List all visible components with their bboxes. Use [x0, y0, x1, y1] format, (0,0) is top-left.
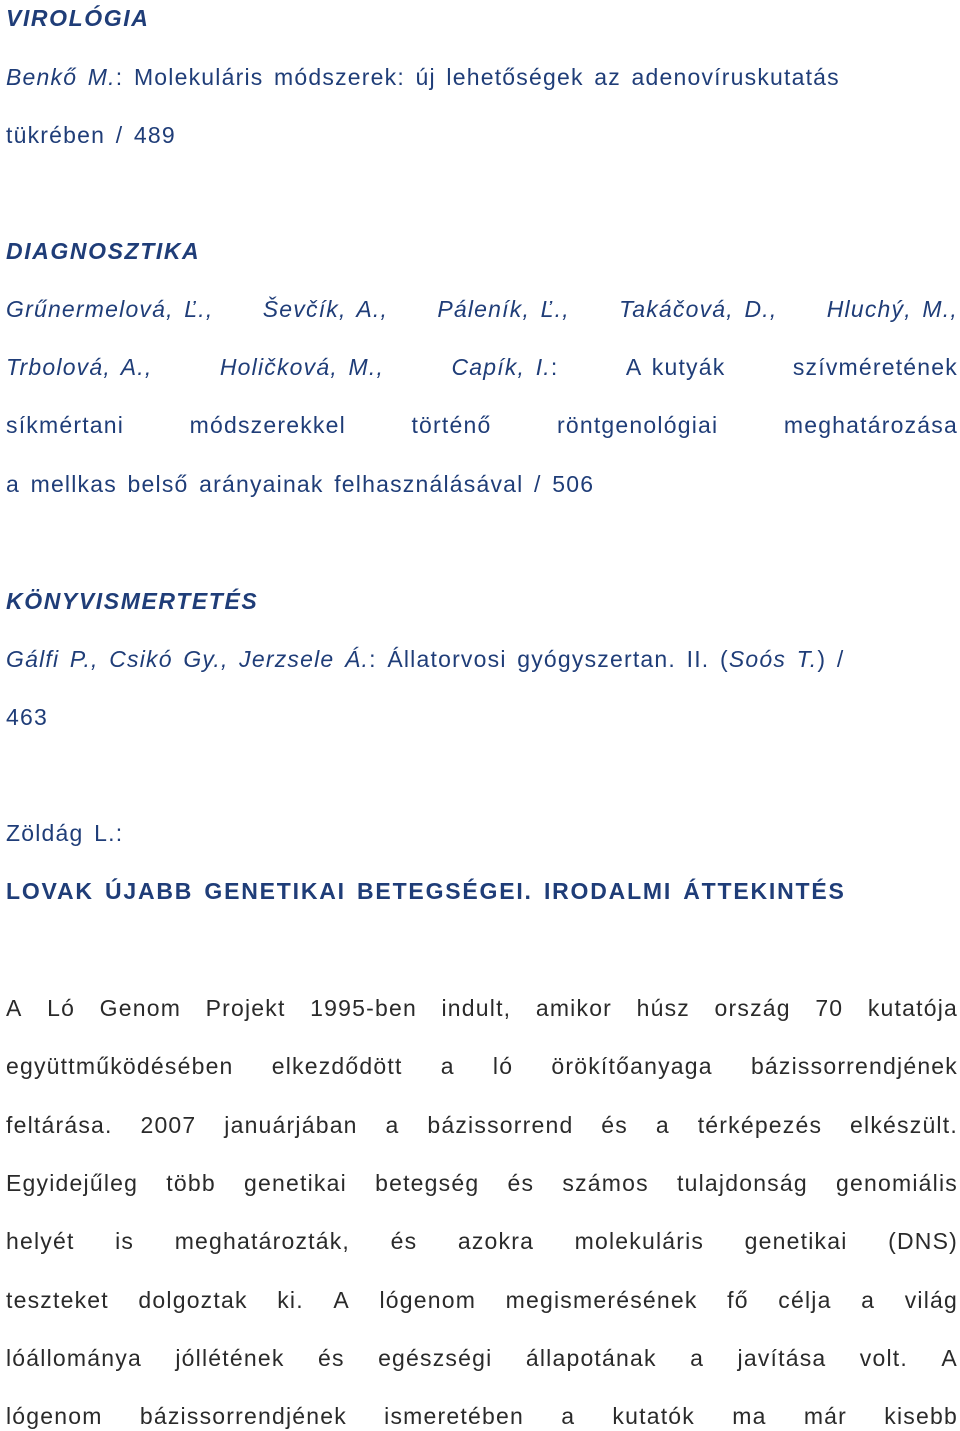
paragraph-word: Ló — [47, 995, 76, 1021]
book-review-line-1 — [6, 644, 958, 674]
paragraph-word: (DNS) — [888, 1228, 958, 1254]
article-author: Zöldág L.: — [6, 820, 124, 846]
paragraph-word: elkezdődött — [271, 1053, 403, 1079]
paragraph-word: 2007 — [140, 1112, 197, 1138]
paragraph-word: molekuláris — [574, 1228, 705, 1254]
paragraph-word: egészségi — [378, 1345, 493, 1371]
virologia-title-line-2: tükrében / 489 — [6, 122, 176, 148]
title-word: módszerekkel — [189, 412, 346, 438]
paragraph-line — [6, 1401, 958, 1431]
paragraph-word: fő — [727, 1287, 749, 1313]
paragraph-word: már — [803, 1403, 848, 1429]
paragraph-word: A — [333, 1287, 350, 1313]
paragraph-word: januárjában — [224, 1112, 358, 1138]
paragraph-word: genetikai — [244, 1170, 347, 1196]
paragraph-word: ismeretében — [384, 1403, 524, 1429]
diagnosztika-title-line-2 — [6, 410, 958, 440]
paragraph-line — [6, 1110, 958, 1140]
section-heading-virologia: VIROLÓGIA — [6, 5, 150, 31]
paragraph-line — [6, 1051, 958, 1081]
paragraph-line — [6, 1226, 958, 1256]
paragraph-word: genetikai — [744, 1228, 848, 1254]
virologia-colon: : — [115, 64, 124, 90]
book-review-page: 463 — [6, 704, 48, 730]
paragraph-word: a — [561, 1403, 576, 1429]
paragraph-word: volt. — [859, 1345, 908, 1371]
paragraph-word: a — [440, 1053, 455, 1079]
author-name: Trbolová, A., — [6, 354, 153, 380]
article-title — [6, 876, 958, 906]
paragraph-line — [6, 1168, 958, 1198]
paragraph-word: a — [861, 1287, 876, 1313]
paragraph-word: kutatója — [867, 995, 958, 1021]
virologia-title-line-1: Molekuláris módszerek: új lehetőségek az adenovíruskutatás — [123, 64, 840, 90]
paragraph-word: bázissorrendjének — [139, 1403, 347, 1429]
paragraph-word: kutatók — [612, 1403, 695, 1429]
author-name: Capík, I. — [451, 354, 551, 380]
paragraph-word: feltárása. — [6, 1112, 113, 1138]
paragraph-word: javítása — [737, 1345, 827, 1371]
paragraph-word: húsz — [636, 995, 690, 1021]
paragraph-word: A — [6, 995, 23, 1021]
author-name: Takáčová, D., — [619, 296, 778, 322]
paragraph-word: teszteket — [6, 1287, 109, 1313]
paragraph-word: tulajdonság — [677, 1170, 808, 1196]
paragraph-word: lógenom — [379, 1287, 477, 1313]
article-title-main: LOVAK ÚJABB GENETIKAI BETEGSÉGEI. — [6, 878, 533, 904]
author-name-with-colon — [451, 352, 558, 382]
paragraph-word: a — [655, 1112, 670, 1138]
paragraph-word: 1995-ben — [310, 995, 417, 1021]
author-name: Holičková, M., — [219, 354, 385, 380]
paragraph-line — [6, 993, 958, 1023]
book-authors: Gálfi P., Csikó Gy., Jerzsele Á. — [6, 646, 370, 672]
paragraph-word: lóállománya — [6, 1345, 142, 1371]
paragraph-word: ló — [492, 1053, 514, 1079]
paragraph-word: ki. — [277, 1287, 304, 1313]
paragraph-word: ma — [732, 1403, 767, 1429]
paragraph-word: számos — [562, 1170, 649, 1196]
paragraph-line — [6, 1343, 958, 1373]
paragraph-word: a — [690, 1345, 705, 1371]
paragraph-word: és — [507, 1170, 535, 1196]
paragraph-word: és — [390, 1228, 418, 1254]
title-word: síkmértani — [6, 412, 125, 438]
title-word: röntgenológiai — [557, 412, 719, 438]
paragraph-word: és — [601, 1112, 628, 1138]
title-word: történő — [411, 412, 492, 438]
paragraph-word: 70 — [815, 995, 844, 1021]
paragraph-word: meghatározták, — [174, 1228, 351, 1254]
paragraph-word: Egyidejűleg — [6, 1170, 139, 1196]
paragraph-word: azokra — [457, 1228, 535, 1254]
book-title: : Állatorvosi gyógyszertan. II. ( — [369, 646, 729, 672]
diagnosztika-authors-line-1 — [6, 294, 958, 324]
paragraph-word: is — [115, 1228, 135, 1254]
article-title-sub: IRODALMI ÁTTEKINTÉS — [543, 878, 846, 904]
paragraph-word: állapotának — [525, 1345, 657, 1371]
paragraph-word: A — [941, 1345, 958, 1371]
paragraph-word: örökítőanyaga — [551, 1053, 713, 1079]
author-name: Grűnermelová, Ľ., — [6, 296, 214, 322]
paragraph-word: térképezés — [697, 1112, 823, 1138]
paragraph-word: bázissorrend — [427, 1112, 574, 1138]
book-after-editor: ) / — [817, 646, 845, 672]
paragraph-word: genomiális — [836, 1170, 958, 1196]
paragraph-word: Projekt — [205, 995, 286, 1021]
virologia-entry-line-1 — [6, 62, 958, 92]
section-heading-diagnosztika: DIAGNOSZTIKA — [6, 238, 201, 264]
colon: : — [550, 354, 559, 380]
paragraph-word: több — [166, 1170, 216, 1196]
paragraph-word: lógenom — [6, 1403, 103, 1429]
title-word: meghatározása — [783, 412, 958, 438]
author-name: Hluchý, M., — [826, 296, 958, 322]
paragraph-word: jóllétének — [175, 1345, 285, 1371]
paragraph-word: betegség — [375, 1170, 480, 1196]
paragraph-word: megismerésének — [505, 1287, 698, 1313]
paragraph-word: a — [385, 1112, 400, 1138]
paragraph-word: világ — [904, 1287, 958, 1313]
paragraph-word: és — [317, 1345, 345, 1371]
paragraph-word: dolgoztak — [138, 1287, 248, 1313]
title-word: A kutyák — [625, 354, 726, 380]
paragraph-word: ország — [714, 995, 791, 1021]
author-name: Ševčík, A., — [262, 296, 389, 322]
paragraph-word: amikor — [535, 995, 613, 1021]
paragraph-word: indult, — [441, 995, 512, 1021]
paragraph-word: együttműködésében — [6, 1053, 234, 1079]
paragraph-word: Genom — [99, 995, 182, 1021]
diagnosztika-authors-line-2 — [6, 352, 958, 382]
paragraph-word: helyét — [6, 1228, 75, 1254]
paragraph-word: elkészült. — [850, 1112, 958, 1138]
section-heading-konyvismertetes: KÖNYVISMERTETÉS — [6, 588, 259, 614]
book-editor: Soós T. — [728, 646, 818, 672]
paragraph-line — [6, 1285, 958, 1315]
diagnosztika-title-line-3: a mellkas belső arányainak felhasználásával / 506 — [6, 471, 595, 497]
paragraph-word: bázissorrendjének — [750, 1053, 958, 1079]
author-name: Páleník, Ľ., — [437, 296, 570, 322]
virologia-author: Benkő M. — [6, 64, 116, 90]
paragraph-word: kisebb — [884, 1403, 958, 1429]
paragraph-word: célja — [778, 1287, 832, 1313]
title-word: szívméretének — [792, 354, 958, 380]
